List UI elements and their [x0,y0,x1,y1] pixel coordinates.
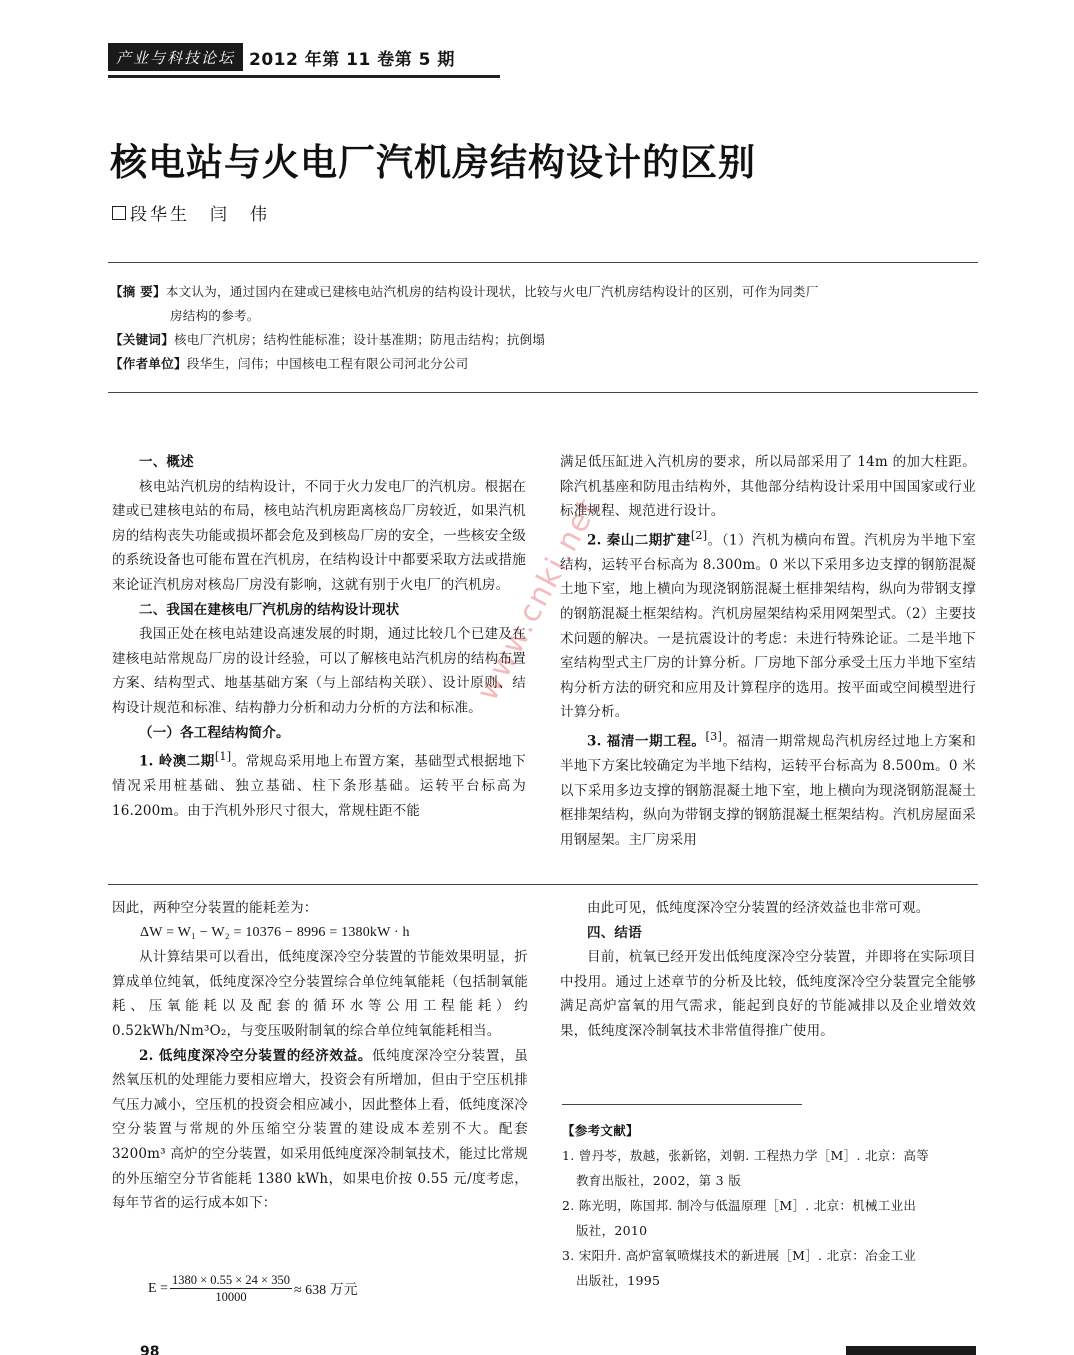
article-title: 核电站与火电厂汽机房结构设计的区别 [110,141,756,184]
lower-right-column [560,896,976,1044]
abstract-line-cont: 房结构的参考。 [170,308,260,323]
article-authors [112,200,270,225]
journal-logo: 产业与科技论坛 [108,43,243,71]
journal-header [108,40,500,74]
article-separator-rule [108,884,978,885]
paragraph: 3. 福清一期工程。[3]。福清一期常规岛汽机房经过地上方案和半地下方案比较确定为半地下结构，运转平台标高为 8.500m。0 米以下采用多边支撑的钢筋混凝土地下室，地上横向为现浇钢筋混凝土框排架结构，纵向为带钢支撑的钢筋混凝土框架结构。汽机房屋面采用钢屋架。主厂房采用 [560,730,976,848]
keywords-line: 【关键词】核电厂汽机房；结构性能标准；设计基准期；防甩击结构；抗倒塌 [110,332,546,347]
paragraph: 核电站汽机房的结构设计，不同于火力发电厂的汽机房。根据在建或已建核电站的布局，核电站汽机房距离核岛厂房较近，如果汽机房的结构丧失功能或损坏都会危及到核岛厂房的安全，一些核安全级的系统设备也可能布置在汽机房，在结构设计中都要采取方法或措施来论证汽机房对核岛厂房没有影响，这就有别于火电厂的汽机房。 [112,478,526,593]
abstract-block [110,280,976,376]
paragraph: 1. 岭澳二期[1]。常规岛采用地上布置方案，基础型式根据地下情况采用桩基础、独立基础、柱下条形基础。运转平台标高为 16.200m。由于汽机外形尺寸很大，常规柱距不能 [112,750,526,819]
formula-energy-difference: ΔW = W₁ − W₂ = 10376 − 8996 = 1380kW · h [140,924,410,940]
references-rule [562,1104,802,1105]
section-heading: 一、概述 [139,454,194,470]
lower-left-column [112,896,528,1216]
paragraph: 我国正处在核电站建设高速发展的时期，通过比较几个已建及在建核电站常规岛厂房的设计经验，可以了解核电站汽机房的结构布置方案、结构型式、地基基础方案（与上部结构关联）、设计原则、结构设计规范和标准、结构静力分析和动力分析的方法和标准。 [112,626,526,716]
section-heading: 二、我国在建核电厂汽机房的结构设计现状 [139,601,400,618]
author-names: 段华生 闫 伟 [130,205,270,225]
upper-left-column [112,450,526,823]
references-heading: 【参考文献】 [562,1123,639,1138]
reference-item: 3. 宋阳升. 高炉富氧喷煤技术的新进展［M］. 北京：冶金工业 [562,1248,917,1263]
watermark: www.cnki.net [470,491,607,707]
abstract-top-rule [108,262,978,263]
reference-item-cont: 出版社，1995 [576,1273,661,1288]
paragraph: 2. 秦山二期扩建[2]。（1）汽机为横向布置。汽机房为半地下室结构，运转平台标高为 8.300m。0 米以下采用多边支撑的钢筋混凝土地下室，地上横向为现浇钢筋混凝土框排架结构，纵向为带钢支撑的钢筋混凝土框架结构。汽机房屋架结构采用网架型式。（2）主要技术问题的解决。一是抗震设计的考虑：未进行特殊论证。二是半地下室结构型式主厂房的计算分析。厂房地下部分承受土压力半地下室结构分析方法的研究和应用及计算程序的选用。按平面或空间模型进行计算分析。 [560,528,977,721]
paragraph: 因此，两种空分装置的能耗差为： [112,900,318,916]
paragraph: 目前，杭氧已经开发出低纯度深冷空分装置，并即将在实际项目中投用。通过上述章节的分析及比较，低纯度深冷空分装置完全能够满足高炉富氧的用气需求，能起到良好的节能减排以及企业增效效果，低纯度深冷制氧技术非常值得推广使用。 [560,949,976,1039]
fraction: $\frac{1380 \times 0.55 \times 24 \times 350}{10000}$ [171,1273,290,1304]
paragraph: 2. 低纯度深冷空分装置的经济效益。低纯度深冷空分装置，虽然氧压机的处理能力要相应增大，投资会有所增加，但由于空压机排气压力减小，空压机的投资会相应减小，因此整体上看，低纯度深冷空分装置与常规的外压缩空分装置的建设成本差别不大。配套 3200m³ 高炉的空分装置，如采用低纯度深冷制氧技术，能过比常规的外压缩空分节省能耗 1380 kWh，如果电价按 0.55 元/度考虑，每年节省的运行成本如下： [112,1047,528,1212]
abstract-line: 【摘 要】本文认为，通过国内在建或已建核电站汽机房的结构设计现状，比较与火电厂汽机房结构设计的区别，可作为同类厂 [110,284,819,299]
paragraph: 从计算结果可以看出，低纯度深冷空分装置的节能效果明显，折算成单位纯氧，低纯度深冷空分装置综合单位纯氧能耗（包括制氧能耗、压氧能耗以及配套的循环水等公用工程能耗）约 0.52kWh/Nm³O₂，与变压吸附制氧的综合单位纯氧能耗相当。 [112,949,528,1039]
upper-right-column [560,450,976,853]
formula-annual-savings: E = $\frac{1380 \times 0.55 \times 24 \times 350}{10000}$ ≈ 638 万元 [148,1273,358,1304]
section-heading: 四、结语 [587,924,642,941]
references-block [562,1118,978,1293]
author-box-icon [112,206,126,220]
reference-item-cont: 版社，2010 [576,1223,648,1238]
reference-item-cont: 教育出版社，2002，第 3 版 [576,1173,742,1188]
abstract-bottom-rule [108,392,978,393]
reference-item: 1. 曾丹苓，敖越，张新铭，刘朝. 工程热力学［M］. 北京：高等 [562,1148,929,1163]
affiliation-line: 【作者单位】段华生，闫伟；中国核电工程有限公司河北分公司 [110,356,469,371]
journal-issue: 2012 年第 11 卷第 5 期 [249,49,455,70]
reference-item: 2. 陈光明，陈国邦. 制冷与低温原理［M］. 北京：机械工业出 [562,1198,917,1213]
subsection-heading: （一）各工程结构简介。 [139,724,290,741]
paragraph: 由此可见，低纯度深冷空分装置的经济效益也非常可观。 [587,900,930,916]
header-rule [108,75,500,78]
page-number: 98 [140,1344,160,1355]
paragraph: 满足低压缸进入汽机房的要求，所以局部采用了 14m 的加大柱距。除汽机基座和防甩击结构外，其他部分结构设计采用中国国家或行业标准规程、规范进行设计。 [560,454,976,520]
footer-bar [846,1346,976,1355]
